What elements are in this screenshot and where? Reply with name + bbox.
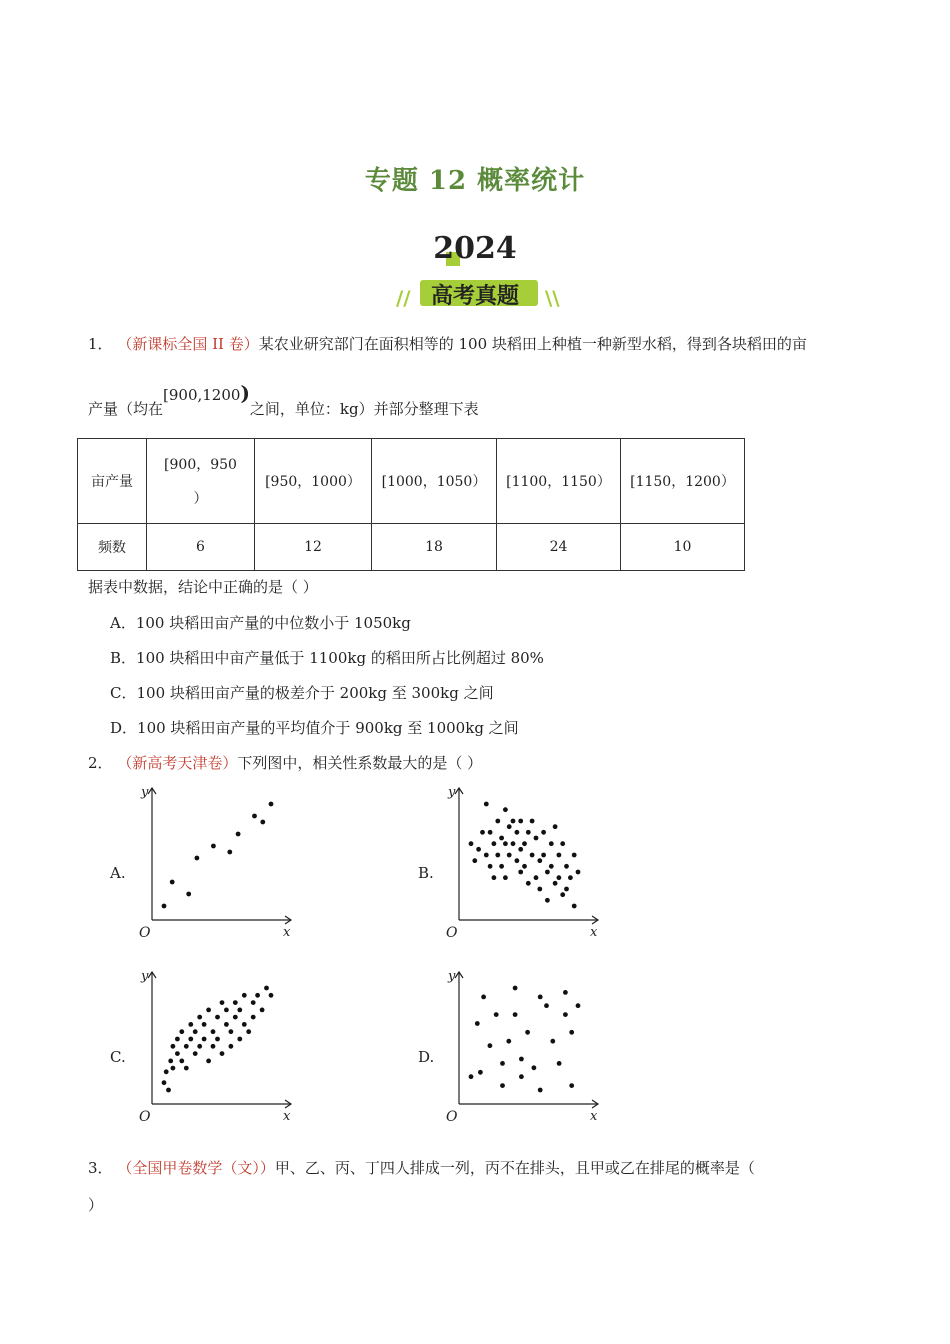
scatter-point — [500, 1061, 505, 1066]
scatter-point — [550, 1039, 555, 1044]
right-slash-decoration: \\ — [545, 286, 560, 310]
scatter-point — [224, 1008, 229, 1013]
scatter-point — [193, 1051, 198, 1056]
origin-label: O — [139, 1109, 151, 1125]
scatter-point — [269, 802, 274, 807]
scatter-plot-d — [443, 966, 607, 1126]
q1-source: （新课标全国 II 卷） — [117, 335, 259, 353]
scatter-point — [492, 875, 497, 880]
section-badge: 高考真题 — [430, 283, 519, 309]
scatter-point — [237, 1008, 242, 1013]
scatter-point — [563, 1012, 568, 1017]
scatter-point — [532, 1065, 537, 1070]
scatter-point — [534, 875, 539, 880]
q2-text: 下列图中，相关性系数最大的是（ ） — [237, 754, 483, 772]
scatter-point — [572, 853, 577, 858]
scatter-point — [522, 864, 527, 869]
q1-option-b: B．100 块稻田中亩产量低于 1100kg 的稻田所占比例超过 80% — [110, 649, 544, 667]
scatter-point — [233, 1000, 238, 1005]
scatter-point — [171, 1044, 176, 1049]
scatter-point — [162, 1080, 167, 1085]
scatter-point — [229, 1044, 234, 1049]
q1-line1 — [88, 333, 807, 354]
y-axis-label: y — [141, 969, 149, 984]
table-cell — [147, 439, 255, 524]
scatter-point — [260, 820, 265, 825]
x-axis-label: x — [283, 1109, 291, 1124]
table-cell: 12 — [255, 524, 372, 571]
scatter-point — [215, 1015, 220, 1020]
scatter-point — [480, 830, 485, 835]
scatter-point — [206, 1008, 211, 1013]
scatter-point — [168, 1059, 173, 1064]
scatter-point — [545, 898, 550, 903]
scatter-point — [492, 841, 497, 846]
left-slash-decoration: // — [396, 286, 411, 310]
scatter-point — [519, 1057, 524, 1062]
plot-b-label: B. — [418, 864, 434, 882]
scatter-point — [534, 836, 539, 841]
scatter-point — [171, 1066, 176, 1071]
q1-option-d: D．100 块稻田亩产量的平均值介于 900kg 至 1000kg 之间 — [110, 719, 519, 737]
scatter-point — [518, 870, 523, 875]
scatter-point — [251, 1015, 256, 1020]
scatter-point — [246, 1029, 251, 1034]
scatter-point — [476, 847, 481, 852]
table-cell: 24 — [497, 524, 621, 571]
scatter-point — [162, 904, 167, 909]
q1-text1: 某农业研究部门在面积相等的 100 块稻田上种植一种新型水稻，得到各块稻田的亩 — [258, 335, 807, 353]
scatter-point — [560, 841, 565, 846]
q3-number: 3． — [88, 1159, 113, 1177]
scatter-point — [576, 870, 581, 875]
scatter-point — [488, 1043, 493, 1048]
scatter-point — [472, 858, 477, 863]
scatter-point — [549, 841, 554, 846]
scatter-point — [507, 853, 512, 858]
q2-line — [88, 752, 482, 773]
scatter-point — [184, 1044, 189, 1049]
scatter-point — [269, 993, 274, 998]
scatter-point — [211, 1044, 216, 1049]
first-col-bottom: ） — [193, 491, 208, 507]
scatter-point — [541, 830, 546, 835]
plot-d-label: D. — [418, 1048, 435, 1066]
q3-source: （全国甲卷数学（文）） — [117, 1159, 275, 1177]
scatter-point — [175, 1051, 180, 1056]
year-heading: 2024 — [433, 231, 517, 266]
table-cell: 6 — [147, 524, 255, 571]
scatter-point — [229, 1029, 234, 1034]
table-cell: 10 — [621, 524, 745, 571]
scatter-point — [220, 1000, 225, 1005]
scatter-point — [569, 1083, 574, 1088]
scatter-point — [522, 841, 527, 846]
y-axis-label: y — [141, 785, 149, 800]
table-cell: [1150，1200） — [621, 439, 745, 524]
scatter-point — [252, 814, 257, 819]
scatter-point — [469, 1074, 474, 1079]
table-row — [78, 524, 745, 571]
scatter-point — [469, 841, 474, 846]
scatter-point — [499, 864, 504, 869]
scatter-point — [237, 1037, 242, 1042]
scatter-point — [166, 1088, 171, 1093]
scatter-point — [515, 858, 520, 863]
scatter-plot-c — [136, 966, 300, 1126]
q1-text2b: 之间，单位：kg）并部分整理下表 — [249, 400, 479, 418]
scatter-point — [488, 864, 493, 869]
q1-line2 — [88, 381, 479, 418]
scatter-point — [503, 875, 508, 880]
q3-line — [88, 1157, 755, 1178]
scatter-point — [569, 1030, 574, 1035]
scatter-point — [179, 1059, 184, 1064]
scatter-point — [475, 1021, 480, 1026]
scatter-point — [563, 990, 568, 995]
q3-close: ） — [88, 1196, 104, 1214]
scatter-point — [494, 1012, 499, 1017]
q2-number: 2． — [88, 754, 113, 772]
q1-text2a: 产量（均在 — [88, 400, 164, 418]
plot-c-label: C. — [110, 1048, 126, 1066]
scatter-point — [481, 995, 486, 1000]
scatter-point — [503, 841, 508, 846]
scatter-point — [518, 819, 523, 824]
scatter-point — [511, 819, 516, 824]
q3-text: 甲、乙、丙、丁四人排成一列，丙不在排头，且甲或乙在排尾的概率是（ — [274, 1159, 755, 1177]
x-axis-label: x — [590, 1109, 598, 1124]
scatter-point — [511, 841, 516, 846]
scatter-point — [215, 1037, 220, 1042]
q1-option-a: A．100 块稻田亩产量的中位数小于 1050kg — [110, 614, 411, 632]
q1-prompt: 据表中数据，结论中正确的是（ ） — [88, 578, 318, 596]
q1-option-c: C．100 块稻田亩产量的极差介于 200kg 至 300kg 之间 — [110, 684, 494, 702]
scatter-point — [264, 986, 269, 991]
plot-a-label: A. — [110, 864, 126, 882]
scatter-point — [242, 1022, 247, 1027]
scatter-point — [164, 1069, 169, 1074]
scatter-point — [184, 1066, 189, 1071]
scatter-point — [549, 864, 554, 869]
scatter-point — [224, 1022, 229, 1027]
x-axis-label: x — [283, 925, 291, 940]
scatter-point — [251, 1000, 256, 1005]
scatter-point — [495, 819, 500, 824]
scatter-point — [188, 1022, 193, 1027]
scatter-point — [525, 1030, 530, 1035]
scatter-point — [564, 887, 569, 892]
scatter-point — [170, 880, 175, 885]
scatter-point — [557, 853, 562, 858]
first-col-top: [900，950 — [164, 457, 237, 473]
scatter-point — [557, 875, 562, 880]
scatter-point — [530, 853, 535, 858]
scatter-point — [488, 830, 493, 835]
scatter-point — [553, 881, 558, 886]
scatter-point — [500, 1083, 505, 1088]
y-axis-label: y — [448, 969, 456, 984]
scatter-point — [197, 1015, 202, 1020]
y-axis-label: y — [448, 785, 456, 800]
scatter-point — [519, 1074, 524, 1079]
scatter-point — [478, 1070, 483, 1075]
scatter-point — [202, 1022, 207, 1027]
scatter-point — [186, 892, 191, 897]
q1-number: 1． — [88, 335, 113, 353]
q2-source: （新高考天津卷） — [117, 754, 238, 772]
scatter-point — [495, 853, 500, 858]
scatter-point — [526, 881, 531, 886]
scatter-point — [560, 892, 565, 897]
scatter-point — [195, 856, 200, 861]
scatter-point — [242, 993, 247, 998]
table-cell: [1000，1050） — [372, 439, 497, 524]
scatter-point — [220, 1051, 225, 1056]
scatter-point — [541, 853, 546, 858]
scatter-point — [557, 1061, 562, 1066]
scatter-point — [572, 904, 577, 909]
origin-label: O — [446, 1109, 458, 1125]
scatter-point — [564, 864, 569, 869]
scatter-point — [506, 1039, 511, 1044]
q1-interval: [900,1200 — [163, 386, 241, 404]
scatter-point — [499, 836, 504, 841]
table-cell: [1100，1150） — [497, 439, 621, 524]
scatter-point — [255, 993, 260, 998]
scatter-point — [175, 1037, 180, 1042]
frequency-table — [77, 438, 745, 571]
scatter-point — [537, 887, 542, 892]
scatter-point — [202, 1037, 207, 1042]
scatter-point — [193, 1029, 198, 1034]
scatter-point — [484, 802, 489, 807]
scatter-point — [545, 870, 550, 875]
scatter-point — [503, 807, 508, 812]
q1-interval-close: ) — [240, 381, 250, 405]
table-cell: 18 — [372, 524, 497, 571]
scatter-point — [513, 986, 518, 991]
scatter-point — [484, 853, 489, 858]
scatter-point — [530, 819, 535, 824]
origin-label: O — [139, 925, 151, 941]
scatter-point — [260, 1008, 265, 1013]
scatter-point — [568, 875, 573, 880]
table-cell: 频数 — [78, 524, 147, 571]
scatter-point — [515, 830, 520, 835]
scatter-point — [538, 1088, 543, 1093]
page-title: 专题 12 概率统计 — [364, 166, 586, 196]
scatter-point — [211, 1029, 216, 1034]
scatter-point — [197, 1044, 202, 1049]
x-axis-label: x — [590, 925, 598, 940]
scatter-point — [538, 995, 543, 1000]
table-cell: [950，1000） — [255, 439, 372, 524]
scatter-point — [507, 824, 512, 829]
scatter-point — [233, 1015, 238, 1020]
scatter-point — [513, 1012, 518, 1017]
origin-label: O — [446, 925, 458, 941]
scatter-point — [227, 850, 232, 855]
scatter-point — [537, 858, 542, 863]
scatter-point — [544, 1003, 549, 1008]
scatter-point — [236, 832, 241, 837]
scatter-point — [179, 1029, 184, 1034]
scatter-plot-b — [443, 782, 607, 942]
scatter-point — [553, 824, 558, 829]
table-row — [78, 439, 745, 524]
table-cell: 亩产量 — [78, 439, 147, 524]
scatter-point — [576, 1003, 581, 1008]
scatter-point — [206, 1059, 211, 1064]
scatter-point — [518, 847, 523, 852]
scatter-point — [188, 1037, 193, 1042]
scatter-point — [211, 844, 216, 849]
scatter-plot-a — [136, 782, 300, 942]
scatter-point — [526, 830, 531, 835]
